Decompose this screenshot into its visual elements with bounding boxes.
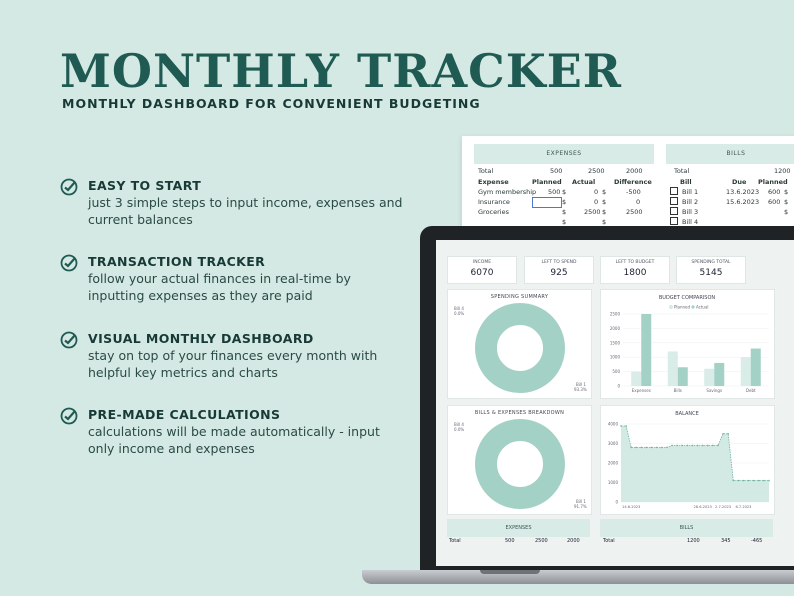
feature-heading: VISUAL MONTHLY DASHBOARD bbox=[88, 331, 314, 346]
y-tick-label: 4000 bbox=[607, 421, 618, 427]
checkbox[interactable] bbox=[670, 217, 678, 225]
data-point bbox=[620, 425, 622, 427]
legend-swatch-actual bbox=[691, 305, 694, 308]
data-point bbox=[732, 480, 734, 482]
budget-comparison-panel bbox=[600, 289, 775, 399]
kpi-left-to-spend: LEFT TO SPEND 925 bbox=[524, 256, 594, 284]
data-point bbox=[712, 445, 714, 447]
budget-comparison-chart bbox=[601, 290, 774, 398]
x-tick-label: 14.6.2023 bbox=[622, 505, 641, 509]
table-row[interactable]: Insurance $ 0 $ 0 bbox=[478, 198, 641, 206]
donut-label-bottom-pct: 93.3% bbox=[574, 387, 587, 392]
x-tick-label: Debt bbox=[745, 388, 756, 393]
x-tick-label: Expenses bbox=[631, 388, 651, 393]
laptop-notch bbox=[480, 570, 540, 574]
donut-label-bottom-pct: 91.7% bbox=[574, 504, 587, 509]
donut-label-top-pct: 0.0% bbox=[454, 311, 465, 316]
y-tick-label: 2000 bbox=[609, 325, 620, 331]
chart-title: BUDGET COMPARISON bbox=[658, 295, 716, 301]
data-point bbox=[666, 447, 668, 449]
checkbox[interactable] bbox=[670, 197, 678, 205]
bill-row[interactable]: Bill 2 15.6.2023 600 $ bbox=[670, 197, 794, 207]
bar-actual bbox=[678, 367, 688, 386]
x-tick-label: 2.7.2023 bbox=[715, 505, 732, 509]
feature-description: stay on top of your finances every month with helpful key metrics and charts bbox=[88, 348, 378, 380]
dashboard-bills-header: BILLS bbox=[600, 519, 773, 537]
data-point bbox=[636, 447, 638, 449]
x-tick-label: 6.7.2023 bbox=[735, 505, 752, 509]
bar-planned bbox=[631, 372, 641, 386]
y-tick-label: 500 bbox=[612, 369, 620, 375]
data-point bbox=[625, 425, 627, 427]
data-point bbox=[681, 445, 683, 447]
data-point bbox=[763, 480, 765, 482]
x-tick-label: Savings bbox=[706, 388, 723, 393]
donut-ring bbox=[486, 314, 554, 382]
balance-panel bbox=[600, 405, 775, 515]
y-tick-label: 2500 bbox=[609, 311, 620, 317]
donut-label-top-pct: 0.0% bbox=[454, 427, 465, 432]
legend-label-planned: Planned bbox=[674, 304, 691, 310]
check-circle-icon bbox=[60, 331, 78, 349]
chart-title: BALANCE bbox=[675, 411, 699, 417]
laptop-base bbox=[362, 570, 794, 584]
legend-swatch-planned bbox=[669, 305, 672, 308]
dashboard-expenses-header: EXPENSES bbox=[447, 519, 590, 537]
donut-ring bbox=[486, 430, 554, 498]
bar-actual bbox=[714, 363, 724, 386]
bill-row[interactable]: Bill 1 13.6.2023 600 $ bbox=[670, 187, 794, 197]
data-point bbox=[630, 447, 632, 449]
donut-label-top: Bill 4 bbox=[454, 422, 464, 427]
bill-row[interactable]: Bill 4 bbox=[670, 217, 794, 227]
bar-planned bbox=[741, 357, 751, 386]
bar-planned bbox=[668, 351, 678, 386]
y-tick-label: 0 bbox=[615, 499, 618, 505]
table-row[interactable]: Gym membership 500 $ 0 $ -500 bbox=[478, 188, 641, 196]
check-circle-icon bbox=[60, 178, 78, 196]
checkbox[interactable] bbox=[670, 207, 678, 215]
expenses-section-header: EXPENSES bbox=[474, 144, 654, 164]
data-point bbox=[692, 445, 694, 447]
check-circle-icon bbox=[60, 407, 78, 425]
x-tick-label: 28.6.2023 bbox=[693, 505, 712, 509]
data-point bbox=[753, 480, 755, 482]
feature-description: calculations will be made automatically - input only income and expenses bbox=[88, 424, 380, 456]
x-tick-label: Bills bbox=[673, 388, 682, 393]
y-tick-label: 0 bbox=[617, 383, 620, 389]
y-tick-label: 3000 bbox=[607, 441, 618, 446]
data-point bbox=[738, 480, 740, 482]
y-tick-label: 2000 bbox=[607, 460, 618, 466]
data-point bbox=[687, 445, 689, 447]
data-point bbox=[707, 445, 709, 447]
data-point bbox=[641, 447, 643, 449]
donut-label-bottom: Bill 1 bbox=[576, 499, 586, 504]
check-circle-icon bbox=[60, 254, 78, 272]
feature-description: follow your actual finances in real-time by inputting expenses as they are paid bbox=[88, 271, 351, 303]
table-row[interactable]: $ $ bbox=[562, 218, 607, 226]
balance-area bbox=[621, 426, 769, 502]
feature-heading: PRE-MADE CALCULATIONS bbox=[88, 407, 281, 422]
donut-label-bottom: Bill 1 bbox=[576, 382, 586, 387]
y-tick-label: 1500 bbox=[609, 340, 620, 346]
spending-summary-panel: SPENDING SUMMARY Bill 4 0.0% Bill 1 93.3% bbox=[447, 289, 592, 399]
data-point bbox=[671, 445, 673, 447]
data-point bbox=[702, 445, 704, 447]
data-point bbox=[722, 433, 724, 435]
data-point bbox=[656, 447, 658, 449]
data-point bbox=[748, 480, 750, 482]
page-subtitle: MONTHLY DASHBOARD FOR CONVENIENT BUDGETING bbox=[62, 96, 481, 111]
data-point bbox=[651, 447, 653, 449]
page-title: MONTHLY TRACKER bbox=[60, 44, 623, 98]
table-row[interactable]: Groceries $ 2500 $ 2500 bbox=[478, 208, 643, 216]
y-tick-label: 1000 bbox=[609, 354, 620, 360]
bills-section-header: BILLS bbox=[666, 144, 794, 164]
data-point bbox=[727, 433, 729, 435]
data-point bbox=[717, 445, 719, 447]
data-point bbox=[743, 480, 745, 482]
data-point bbox=[661, 447, 663, 449]
data-point bbox=[697, 445, 699, 447]
feature-heading: EASY TO START bbox=[88, 178, 202, 193]
feature-description: just 3 simple steps to input income, expenses and current balances bbox=[88, 195, 403, 227]
donut-label-top: Bill 4 bbox=[454, 306, 464, 311]
expenses-total-row: Total 500 2500 2000 bbox=[478, 167, 643, 175]
kpi-spending-total: SPENDING TOTAL 5145 bbox=[676, 256, 746, 284]
expenses-header-row: Expense Planned Actual Difference bbox=[478, 178, 652, 186]
bar-actual bbox=[641, 314, 651, 386]
balance-chart bbox=[601, 406, 774, 514]
data-point bbox=[676, 445, 678, 447]
data-point bbox=[758, 480, 760, 482]
bill-row[interactable]: Bill 3 $ bbox=[670, 207, 794, 217]
bar-planned bbox=[704, 369, 714, 386]
bills-header-row: Bill Due Planned bbox=[680, 178, 788, 186]
feature-heading: TRANSACTION TRACKER bbox=[88, 254, 266, 269]
y-tick-label: 1000 bbox=[607, 480, 618, 485]
legend-label-actual: Actual bbox=[696, 304, 709, 310]
breakdown-panel: BILLS & EXPENSES BREAKDOWN Bill 4 0.0% Bill 1 91.7% bbox=[447, 405, 592, 515]
checkbox[interactable] bbox=[670, 187, 678, 195]
kpi-income: INCOME 6070 bbox=[447, 256, 517, 284]
data-point bbox=[768, 480, 770, 482]
bar-actual bbox=[751, 349, 761, 386]
bills-total-row: Total 1200 bbox=[674, 167, 791, 175]
kpi-left-to-budget: LEFT TO BUDGET 1800 bbox=[600, 256, 670, 284]
data-point bbox=[646, 447, 648, 449]
